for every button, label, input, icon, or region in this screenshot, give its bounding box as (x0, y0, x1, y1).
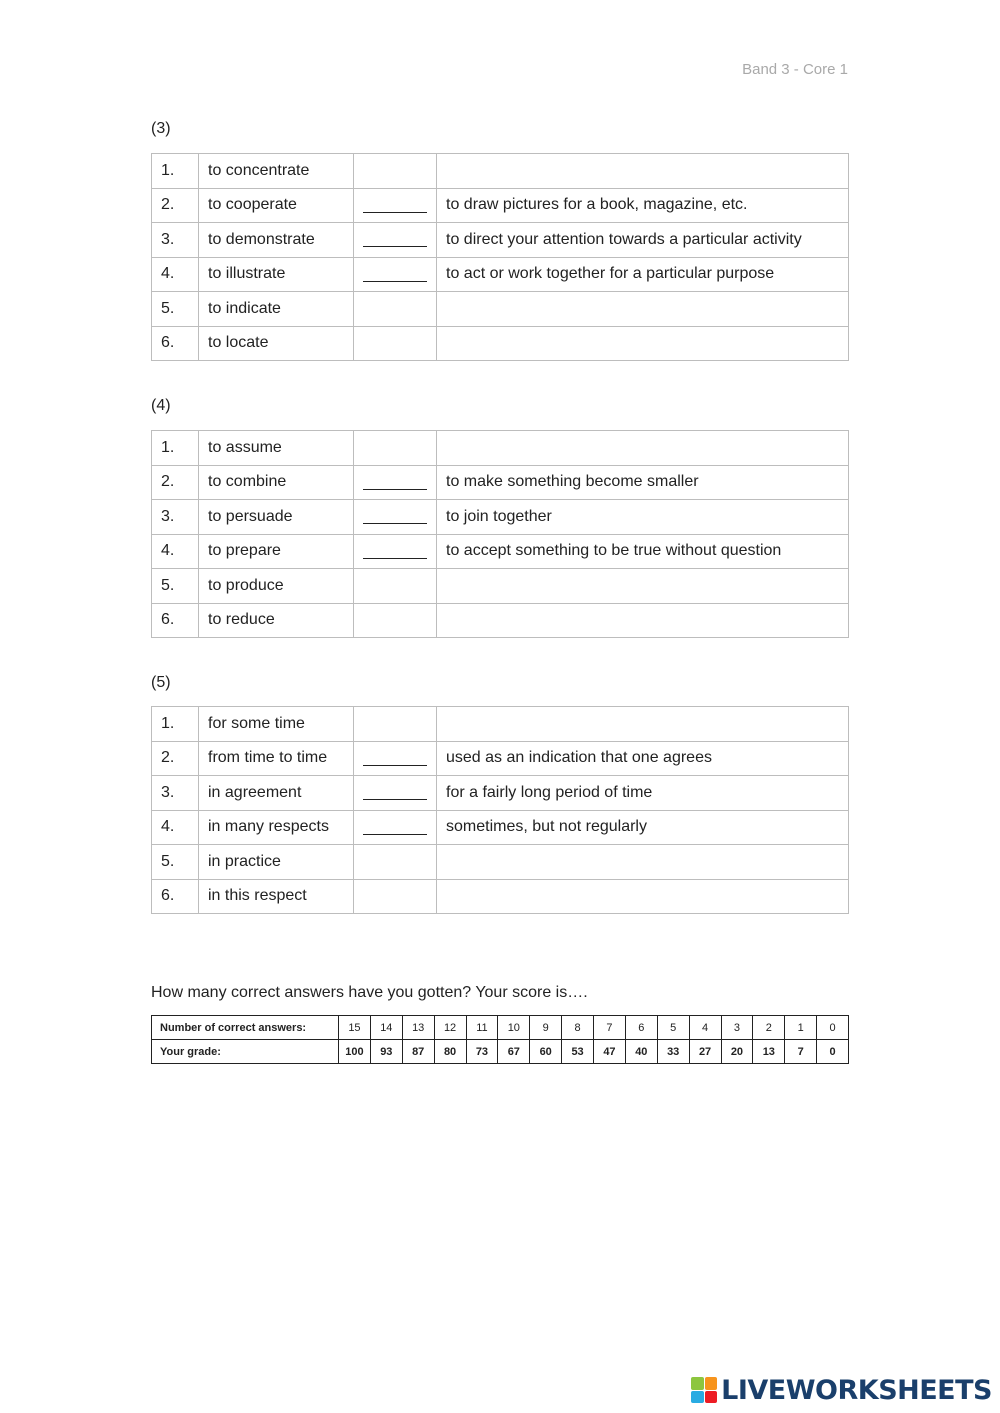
item-number: 4. (152, 810, 199, 845)
item-number: 1. (152, 154, 199, 189)
definition-cell: used as an indication that one agrees (437, 741, 849, 776)
item-word: in practice (199, 845, 354, 880)
table-row (152, 257, 849, 292)
item-word: for some time (199, 707, 354, 742)
matching-table-3 (151, 153, 849, 361)
definition-cell (437, 326, 849, 361)
answer-blank[interactable] (363, 509, 427, 524)
answer-cell (354, 431, 437, 466)
section-label-4: (4) (151, 397, 171, 414)
answer-blank[interactable] (363, 267, 427, 282)
grade-cell: 13 (753, 1040, 785, 1064)
correct-count-cell: 8 (562, 1016, 594, 1040)
item-word: to indicate (199, 292, 354, 327)
table-row (152, 603, 849, 638)
answer-cell (354, 879, 437, 914)
grade-cell: 53 (562, 1040, 594, 1064)
correct-count-cell: 7 (594, 1016, 626, 1040)
correct-count-cell: 9 (530, 1016, 562, 1040)
item-word: to locate (199, 326, 354, 361)
answer-cell (354, 326, 437, 361)
definition-cell (437, 879, 849, 914)
correct-count-cell: 3 (721, 1016, 753, 1040)
correct-count-cell: 5 (657, 1016, 689, 1040)
grade-cell: 60 (530, 1040, 562, 1064)
definition-cell: to accept something to be true without question (437, 534, 849, 569)
correct-count-cell: 14 (370, 1016, 402, 1040)
grade-row (152, 1040, 849, 1064)
answer-cell (354, 845, 437, 880)
liveworksheets-logo (691, 1375, 992, 1405)
item-number: 1. (152, 431, 199, 466)
answer-cell (354, 223, 437, 258)
answer-blank[interactable] (363, 544, 427, 559)
item-word: to reduce (199, 603, 354, 638)
correct-count-cell: 2 (753, 1016, 785, 1040)
item-word: to concentrate (199, 154, 354, 189)
grade-cell: 0 (817, 1040, 849, 1064)
definition-cell: to act or work together for a particular purpose (437, 257, 849, 292)
item-word: in many respects (199, 810, 354, 845)
item-number: 2. (152, 188, 199, 223)
item-number: 6. (152, 879, 199, 914)
table-row (152, 223, 849, 258)
definition-cell: to make something become smaller (437, 465, 849, 500)
grade-cell: 20 (721, 1040, 753, 1064)
item-number: 2. (152, 465, 199, 500)
item-number: 5. (152, 292, 199, 327)
table-row (152, 810, 849, 845)
correct-count-cell: 10 (498, 1016, 530, 1040)
answer-blank[interactable] (363, 475, 427, 490)
table-row (152, 154, 849, 189)
matching-table-5 (151, 706, 849, 914)
grade-cell: 93 (370, 1040, 402, 1064)
grade-cell: 47 (594, 1040, 626, 1064)
answer-cell (354, 257, 437, 292)
item-word: to assume (199, 431, 354, 466)
grade-cell: 40 (625, 1040, 657, 1064)
answer-cell (354, 603, 437, 638)
correct-count-cell: 12 (434, 1016, 466, 1040)
logo-square-red (705, 1391, 718, 1404)
definition-cell (437, 292, 849, 327)
answer-cell (354, 292, 437, 327)
item-number: 4. (152, 257, 199, 292)
answer-cell (354, 465, 437, 500)
logo-square-green (691, 1377, 704, 1390)
table-row (152, 845, 849, 880)
logo-square-blue (691, 1391, 704, 1404)
item-number: 5. (152, 845, 199, 880)
item-number: 3. (152, 500, 199, 535)
item-word: to produce (199, 569, 354, 604)
item-number: 3. (152, 223, 199, 258)
correct-count-cell: 0 (817, 1016, 849, 1040)
definition-cell (437, 431, 849, 466)
item-word: to combine (199, 465, 354, 500)
table-row (152, 431, 849, 466)
item-word: to prepare (199, 534, 354, 569)
answer-blank[interactable] (363, 785, 427, 800)
item-number: 5. (152, 569, 199, 604)
item-number: 6. (152, 326, 199, 361)
definition-cell: for a fairly long period of time (437, 776, 849, 811)
table-row (152, 776, 849, 811)
table-row (152, 326, 849, 361)
answer-blank[interactable] (363, 751, 427, 766)
definition-cell (437, 845, 849, 880)
table-row (152, 707, 849, 742)
grade-cell: 27 (689, 1040, 721, 1064)
score-question: How many correct answers have you gotten? Your score is…. (151, 984, 588, 1001)
answer-cell (354, 707, 437, 742)
item-word: in this respect (199, 879, 354, 914)
answer-blank[interactable] (363, 232, 427, 247)
grade-label: Your grade: (152, 1040, 339, 1064)
grade-cell: 73 (466, 1040, 498, 1064)
answer-blank[interactable] (363, 820, 427, 835)
answer-cell (354, 741, 437, 776)
correct-count-cell: 4 (689, 1016, 721, 1040)
answer-cell (354, 188, 437, 223)
correct-answers-label: Number of correct answers: (152, 1016, 339, 1040)
item-word: from time to time (199, 741, 354, 776)
item-number: 4. (152, 534, 199, 569)
definition-cell: sometimes, but not regularly (437, 810, 849, 845)
item-word: to illustrate (199, 257, 354, 292)
item-number: 3. (152, 776, 199, 811)
table-row (152, 292, 849, 327)
grade-cell: 100 (339, 1040, 371, 1064)
section-label-5: (5) (151, 674, 171, 691)
item-word: to cooperate (199, 188, 354, 223)
table-row (152, 188, 849, 223)
table-row (152, 879, 849, 914)
correct-count-cell: 11 (466, 1016, 498, 1040)
grade-cell: 80 (434, 1040, 466, 1064)
score-table (151, 1015, 849, 1064)
definition-cell (437, 154, 849, 189)
section-label-3: (3) (151, 120, 171, 137)
definition-cell: to join together (437, 500, 849, 535)
answer-cell (354, 569, 437, 604)
table-row (152, 741, 849, 776)
grade-cell: 33 (657, 1040, 689, 1064)
answer-cell (354, 500, 437, 535)
correct-answers-row (152, 1016, 849, 1040)
logo-text: LIVEWORKSHEETS (721, 1374, 992, 1406)
definition-cell (437, 707, 849, 742)
answer-cell (354, 810, 437, 845)
correct-count-cell: 15 (339, 1016, 371, 1040)
answer-blank[interactable] (363, 198, 427, 213)
item-word: to persuade (199, 500, 354, 535)
item-word: in agreement (199, 776, 354, 811)
definition-cell (437, 603, 849, 638)
item-number: 2. (152, 741, 199, 776)
correct-count-cell: 6 (625, 1016, 657, 1040)
item-number: 1. (152, 707, 199, 742)
table-row (152, 465, 849, 500)
answer-cell (354, 154, 437, 189)
definition-cell: to draw pictures for a book, magazine, etc. (437, 188, 849, 223)
table-row (152, 500, 849, 535)
item-word: to demonstrate (199, 223, 354, 258)
item-number: 6. (152, 603, 199, 638)
table-row (152, 534, 849, 569)
grade-cell: 87 (402, 1040, 434, 1064)
definition-cell (437, 569, 849, 604)
definition-cell: to direct your attention towards a particular activity (437, 223, 849, 258)
answer-cell (354, 534, 437, 569)
band-label: Band 3 - Core 1 (742, 61, 848, 78)
table-row (152, 569, 849, 604)
grade-cell: 67 (498, 1040, 530, 1064)
matching-table-4 (151, 430, 849, 638)
correct-count-cell: 13 (402, 1016, 434, 1040)
logo-mark-icon (691, 1377, 717, 1403)
answer-cell (354, 776, 437, 811)
correct-count-cell: 1 (785, 1016, 817, 1040)
grade-cell: 7 (785, 1040, 817, 1064)
logo-square-orange (705, 1377, 718, 1390)
